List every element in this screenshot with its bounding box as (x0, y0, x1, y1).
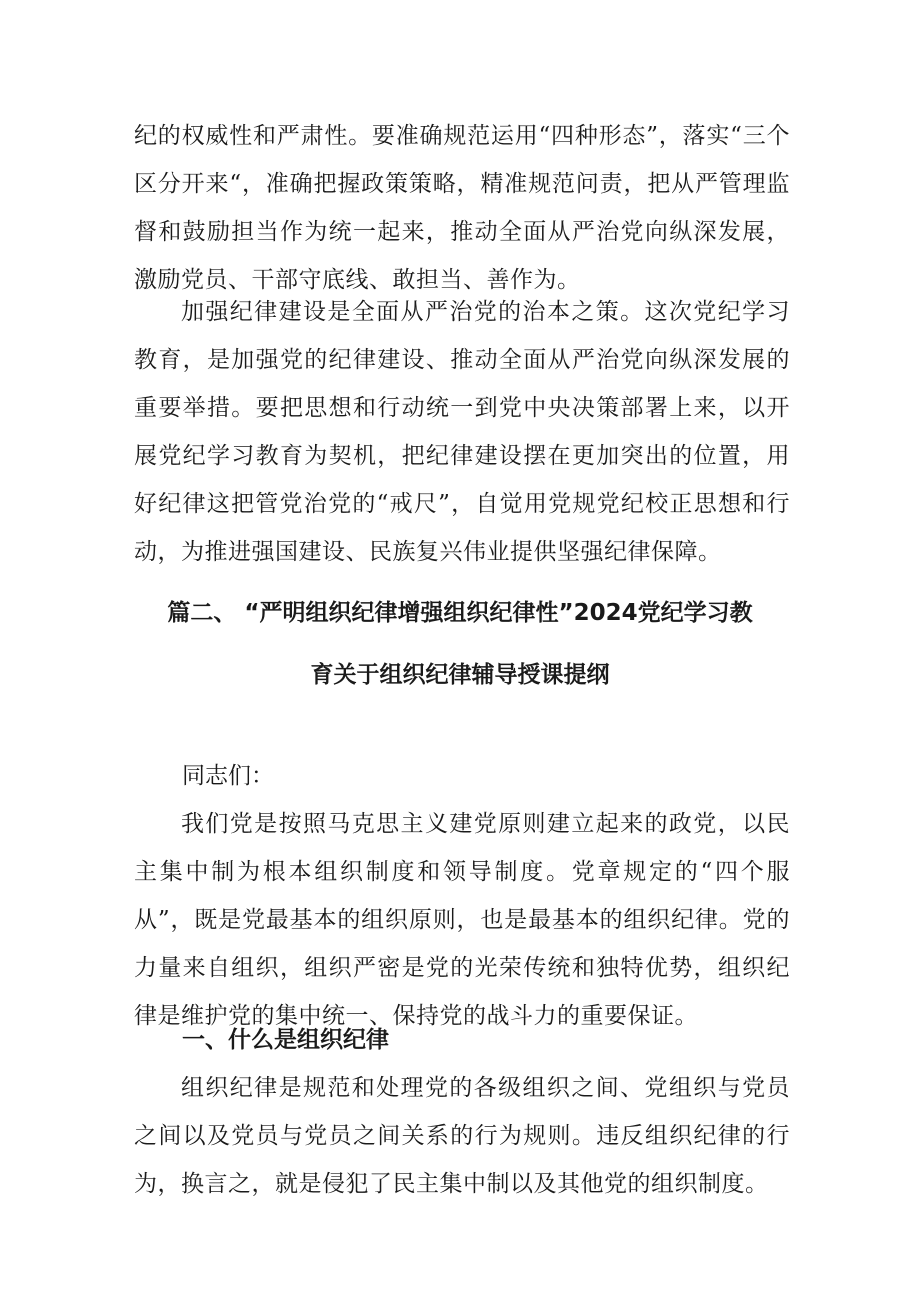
article-title-line-2: 育关于组织纪律辅导授课提纲 (310, 662, 610, 688)
body-paragraph-4: 组织纪律是规范和处理党的各级组织之间、党组织与党员之间以及党员与党员之间关系的行为规则。违反组织纪律的行为，换言之，就是侵犯了民主集中制以及其他党的组织制度。 (134, 1075, 790, 1197)
salutation: 同志们： (182, 763, 274, 789)
article-title-line-1: 篇二、 “严明组织纪律增强组织纪律性”2024党纪学习教 (167, 600, 753, 626)
body-paragraph-3: 我们党是按照马克思主义建党原则建立起来的政党，以民主集中制为根本组织制度和领导制度。党章规定的“四个服从”，既是党最基本的组织原则，也是最基本的组织纪律。党的力量来自组织，组织严密是党的光荣传统和独特优势，组织纪律是维护党的集中统一、保持党的战斗力的重要保证。 (134, 811, 790, 1029)
body-paragraph-1: 纪的权威性和严肃性。要准确规范运用“四种形态”，落实“三个区分开来“，准确把握政策策略，精准规范问责，把从严管理监督和鼓励担当作为统一起来，推动全面从严治党向纵深发展，激励党员、干部守底线、敢担当、善作为。 (134, 123, 790, 293)
body-paragraph-2: 加强纪律建设是全面从严治党的治本之策。这次党纪学习教育，是加强党的纪律建设、推动全面从严治党向纵深发展的重要举措。要把思想和行动统一到党中央决策部署上来，以开展党纪学习教育为契机，把纪律建设摆在更加突出的位置，用好纪律这把管党治党的“戒尺”，自觉用党规党纪校正思想和行动，为推进强国建设、民族复兴伟业提供坚强纪律保障。 (134, 299, 790, 565)
section-heading-1: 一、什么是组织纪律 (182, 1027, 389, 1053)
